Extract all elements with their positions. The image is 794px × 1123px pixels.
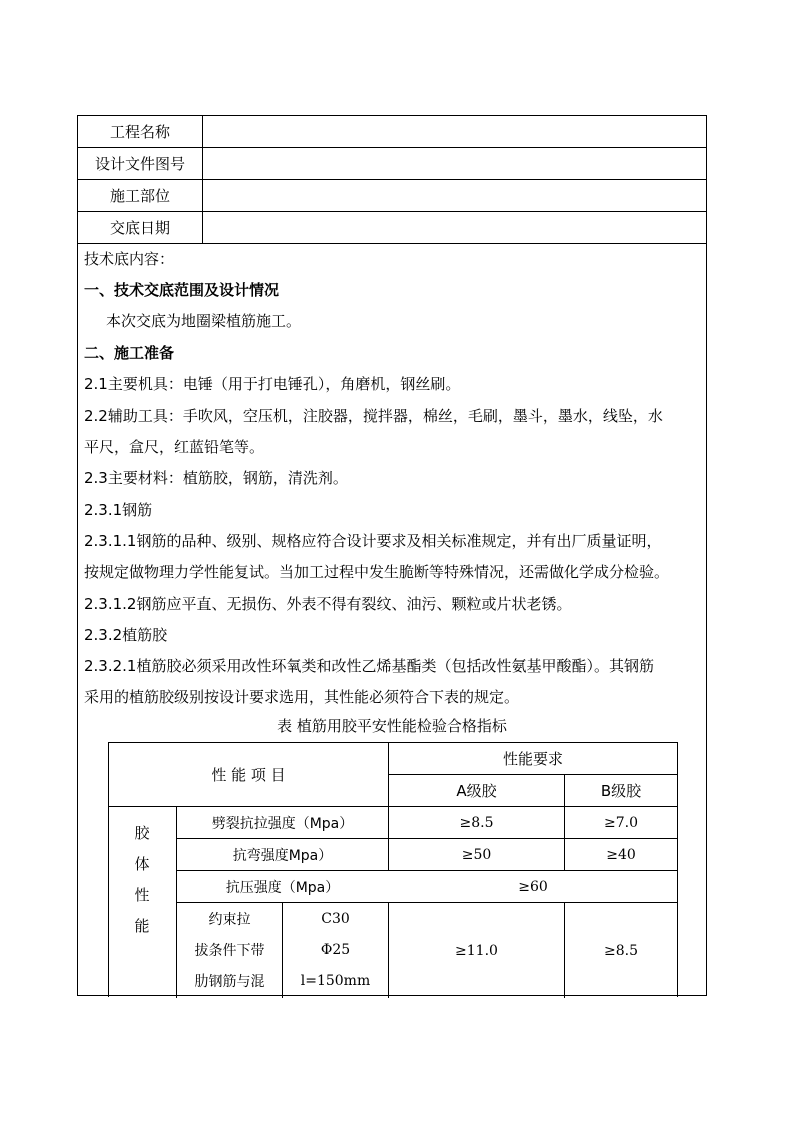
row-item-compressive: 抗压强度（Mpa） (225, 879, 340, 896)
drawing-no-value (204, 148, 706, 179)
project-name-value (204, 116, 706, 147)
header-item: 性 能 项 目 (211, 766, 286, 784)
row-b-splitting: ≥7.0 (604, 814, 638, 831)
section1-text: 本次交底为地圈梁植筋施工。 (106, 312, 302, 330)
drawing-no-label: 设计文件图号 (78, 148, 203, 179)
para-2-3-2-1-line1: 2.3.2.1植筋胶必须采用改性环氧类和改性乙烯基酯类（包括改性氨基甲酸酯）。其钢筋 (84, 657, 654, 675)
table-caption: 表 植筋用胶平安性能检验合格指标 (277, 717, 507, 735)
para-2-2-line1: 2.2辅助工具：手吹风，空压机，注胶器，搅拌器，棉丝，毛刷，墨斗，墨水，线坠，水 (84, 407, 663, 425)
para-2-2-line2: 平尺，盒尺，红蓝铅笔等。 (84, 438, 265, 456)
row-item-bending: 抗弯强度Mpa） (232, 847, 333, 864)
para-2-3-2-1-line2: 采用的植筋胶级别按设计要求选用，其性能必须符合下表的规定。 (84, 688, 520, 706)
group-char: 体 (134, 855, 150, 873)
para-2-3-1-1-line2: 按规定做物理力学性能复试。当加工过程中发生脆断等特殊情况，还需做化学成分检验。 (84, 563, 670, 581)
row-b-bending: ≥40 (606, 846, 636, 863)
construction-part-value (204, 180, 706, 211)
header-row-construction-part (78, 180, 706, 212)
last-b-value: ≥8.5 (604, 942, 638, 959)
content-intro: 技术底内容： (84, 250, 175, 268)
group-char: 能 (134, 917, 150, 935)
para-2-1: 2.1主要机具：电锤（用于打电锤孔），角磨机，钢丝刷。 (84, 375, 461, 393)
last-a-value: ≥11.0 (455, 942, 498, 959)
last-item-line2: 拔条件下带 (194, 942, 265, 959)
row-a-splitting: ≥8.5 (459, 814, 494, 831)
last-item-line1: 约束拉 (208, 911, 251, 928)
row-ab-compressive: ≥60 (518, 878, 548, 895)
para-2-3-1: 2.3.1钢筋 (84, 501, 153, 519)
header-grade-b: B级胶 (600, 782, 642, 800)
row-a-bending: ≥50 (461, 846, 492, 863)
last-item-line3: 肋钢筋与混 (194, 973, 265, 990)
project-name-label: 工程名称 (78, 116, 203, 147)
header-grade-a: A级胶 (456, 782, 497, 800)
disclosure-form (77, 115, 707, 996)
para-2-3-2: 2.3.2植筋胶 (84, 626, 168, 644)
construction-part-label: 施工部位 (78, 180, 203, 211)
performance-table (108, 742, 678, 997)
row-item-splitting: 劈裂抗拉强度（Mpa） (211, 815, 354, 832)
header-row-project-name (78, 116, 706, 148)
section2-title: 二、施工准备 (84, 344, 175, 362)
group-char: 性 (134, 886, 150, 904)
para-2-3-1-2: 2.3.1.2钢筋应平直、无损伤、外表不得有裂纹、油污、颗粒或片状老锈。 (84, 595, 572, 613)
date-value (204, 212, 706, 243)
header-row-date (78, 212, 706, 244)
date-label: 交底日期 (78, 212, 203, 243)
last-cond-concrete: C30 (321, 910, 350, 927)
para-2-3: 2.3主要材料：植筋胶，钢筋，清洗剂。 (84, 469, 348, 487)
last-cond-diameter: Φ25 (320, 941, 351, 958)
para-2-3-1-1-line1: 2.3.1.1钢筋的品种、级别、规格应符合设计要求及相关标准规定，并有出厂质量证明， (84, 532, 662, 550)
last-cond-length: l=150mm (300, 972, 371, 989)
header-row-drawing-no (78, 148, 706, 180)
section1-title: 一、技术交底范围及设计情况 (84, 281, 280, 299)
group-char: 胶 (134, 824, 150, 842)
header-requirement: 性能要求 (502, 750, 563, 768)
